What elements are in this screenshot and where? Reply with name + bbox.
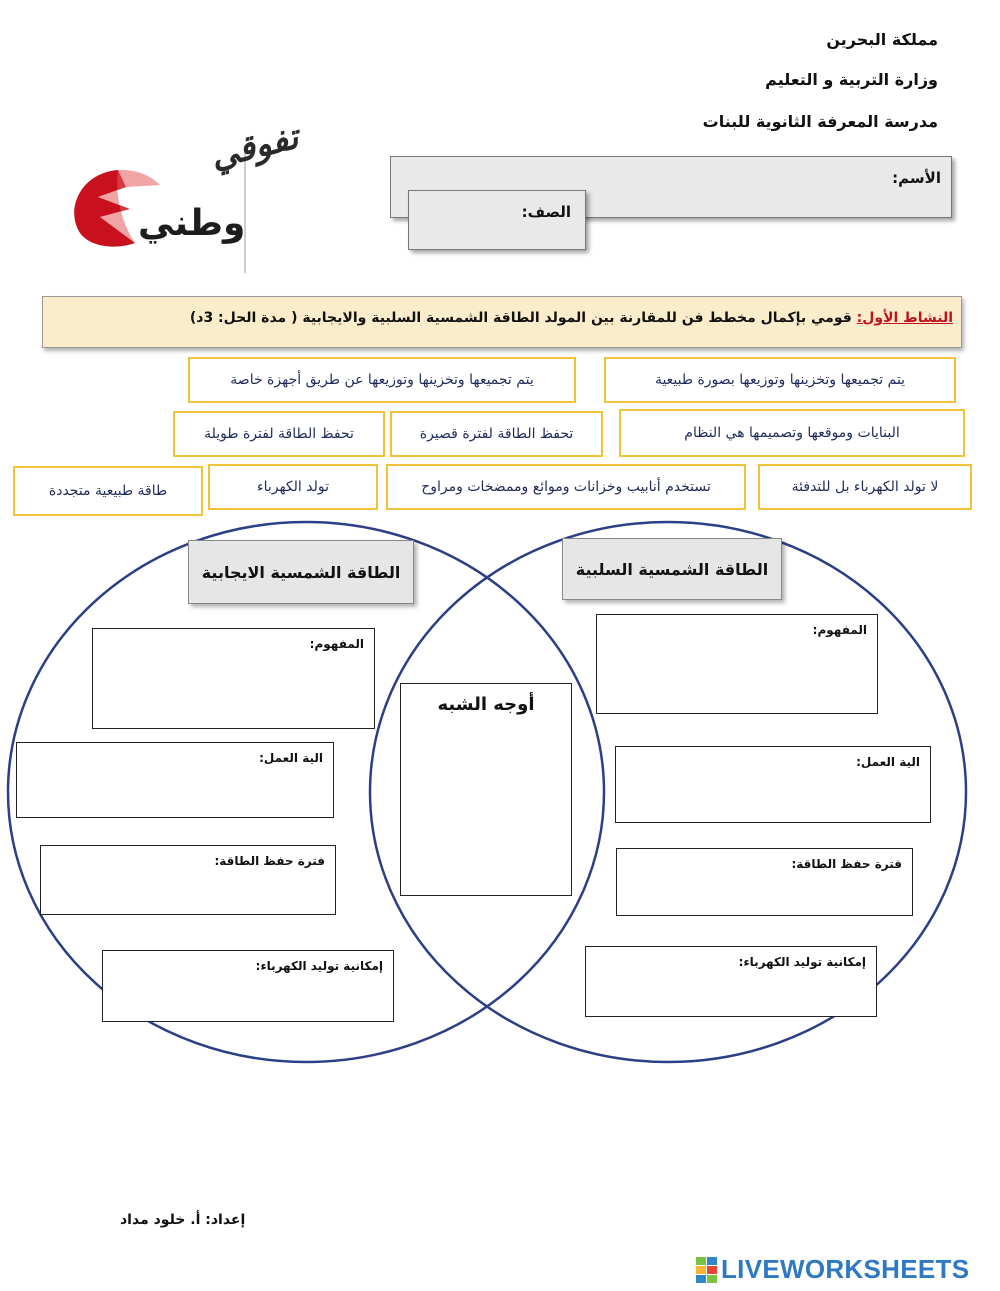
field-label: المفهوم: xyxy=(309,637,364,651)
field-label: فترة حفظ الطاقة: xyxy=(214,854,325,868)
similarities-box[interactable] xyxy=(400,683,572,896)
left-concept-field[interactable] xyxy=(92,628,375,729)
liveworksheets-brand[interactable] xyxy=(696,1254,969,1285)
answer-chip[interactable]: تحفظ الطاقة لفترة قصيرة xyxy=(390,411,603,457)
logo-word-watani: وطني xyxy=(138,203,246,244)
ministry-title: وزارة التربية و التعليم xyxy=(765,70,938,89)
left-circle-title: الطاقة الشمسية الايجابية xyxy=(188,540,414,604)
field-label: إمكانية توليد الكهرباء: xyxy=(255,959,383,973)
answer-chip[interactable]: يتم تجميعها وتخزينها وتوزيعها عن طريق أجهزة خاصة xyxy=(188,357,576,403)
answer-chip[interactable]: تحفظ الطاقة لفترة طويلة xyxy=(173,411,385,457)
class-box[interactable] xyxy=(408,190,586,250)
field-label: إمكانية توليد الكهرباء: xyxy=(738,955,866,969)
school-title: مدرسة المعرفة الثانوية للبنات xyxy=(702,112,938,131)
right-circle-title: الطاقة الشمسية السلبية xyxy=(562,538,782,600)
right-storage-field[interactable] xyxy=(616,848,913,916)
left-electricity-field[interactable] xyxy=(102,950,394,1022)
author-credit: إعداد: أ. خلود مداد xyxy=(120,1212,246,1228)
answer-chip[interactable]: طاقة طبيعية متجددة xyxy=(13,466,203,516)
name-label: الأسم: xyxy=(892,169,941,187)
answer-chip[interactable]: لا تولد الكهرباء بل للتدفئة xyxy=(758,464,972,510)
field-label: الية العمل: xyxy=(856,755,920,769)
country-title: مملكة البحرين xyxy=(826,30,938,49)
brand-logo-icon xyxy=(696,1257,717,1283)
field-label: الية العمل: xyxy=(259,751,323,765)
answer-chip[interactable]: يتم تجميعها وتخزينها وتوزيعها بصورة طبيعية xyxy=(604,357,956,403)
brand-name: LIVEWORKSHEETS xyxy=(721,1254,970,1284)
right-electricity-field[interactable] xyxy=(585,946,877,1017)
activity-text: قومي بإكمال مخطط فن للمقارنة بين المولد الطاقة الشمسية السلبية والايجابية ( مدة الحل: 3د) xyxy=(189,310,852,326)
activity-label: النشاط الأول: xyxy=(856,310,953,326)
logo-word-tafawuqi: تفوقي xyxy=(206,116,303,178)
answer-chip[interactable]: البنايات وموقعها وتصميمها هي النظام xyxy=(619,409,965,457)
activity-banner xyxy=(42,296,962,348)
answer-chip[interactable]: تولد الكهرباء xyxy=(208,464,378,510)
school-logo xyxy=(60,116,340,275)
field-label: المفهوم: xyxy=(812,623,867,637)
similarities-title: أوجه الشبه xyxy=(437,694,535,715)
left-storage-field[interactable] xyxy=(40,845,336,915)
right-mechanism-field[interactable] xyxy=(615,746,931,823)
left-mechanism-field[interactable] xyxy=(16,742,334,818)
right-concept-field[interactable] xyxy=(596,614,878,714)
class-label: الصف: xyxy=(521,203,571,221)
field-label: فترة حفظ الطاقة: xyxy=(791,857,902,871)
answer-chip[interactable]: تستخدم أنابيب وخزانات وموائع وممضخات ومراوح xyxy=(386,464,746,510)
